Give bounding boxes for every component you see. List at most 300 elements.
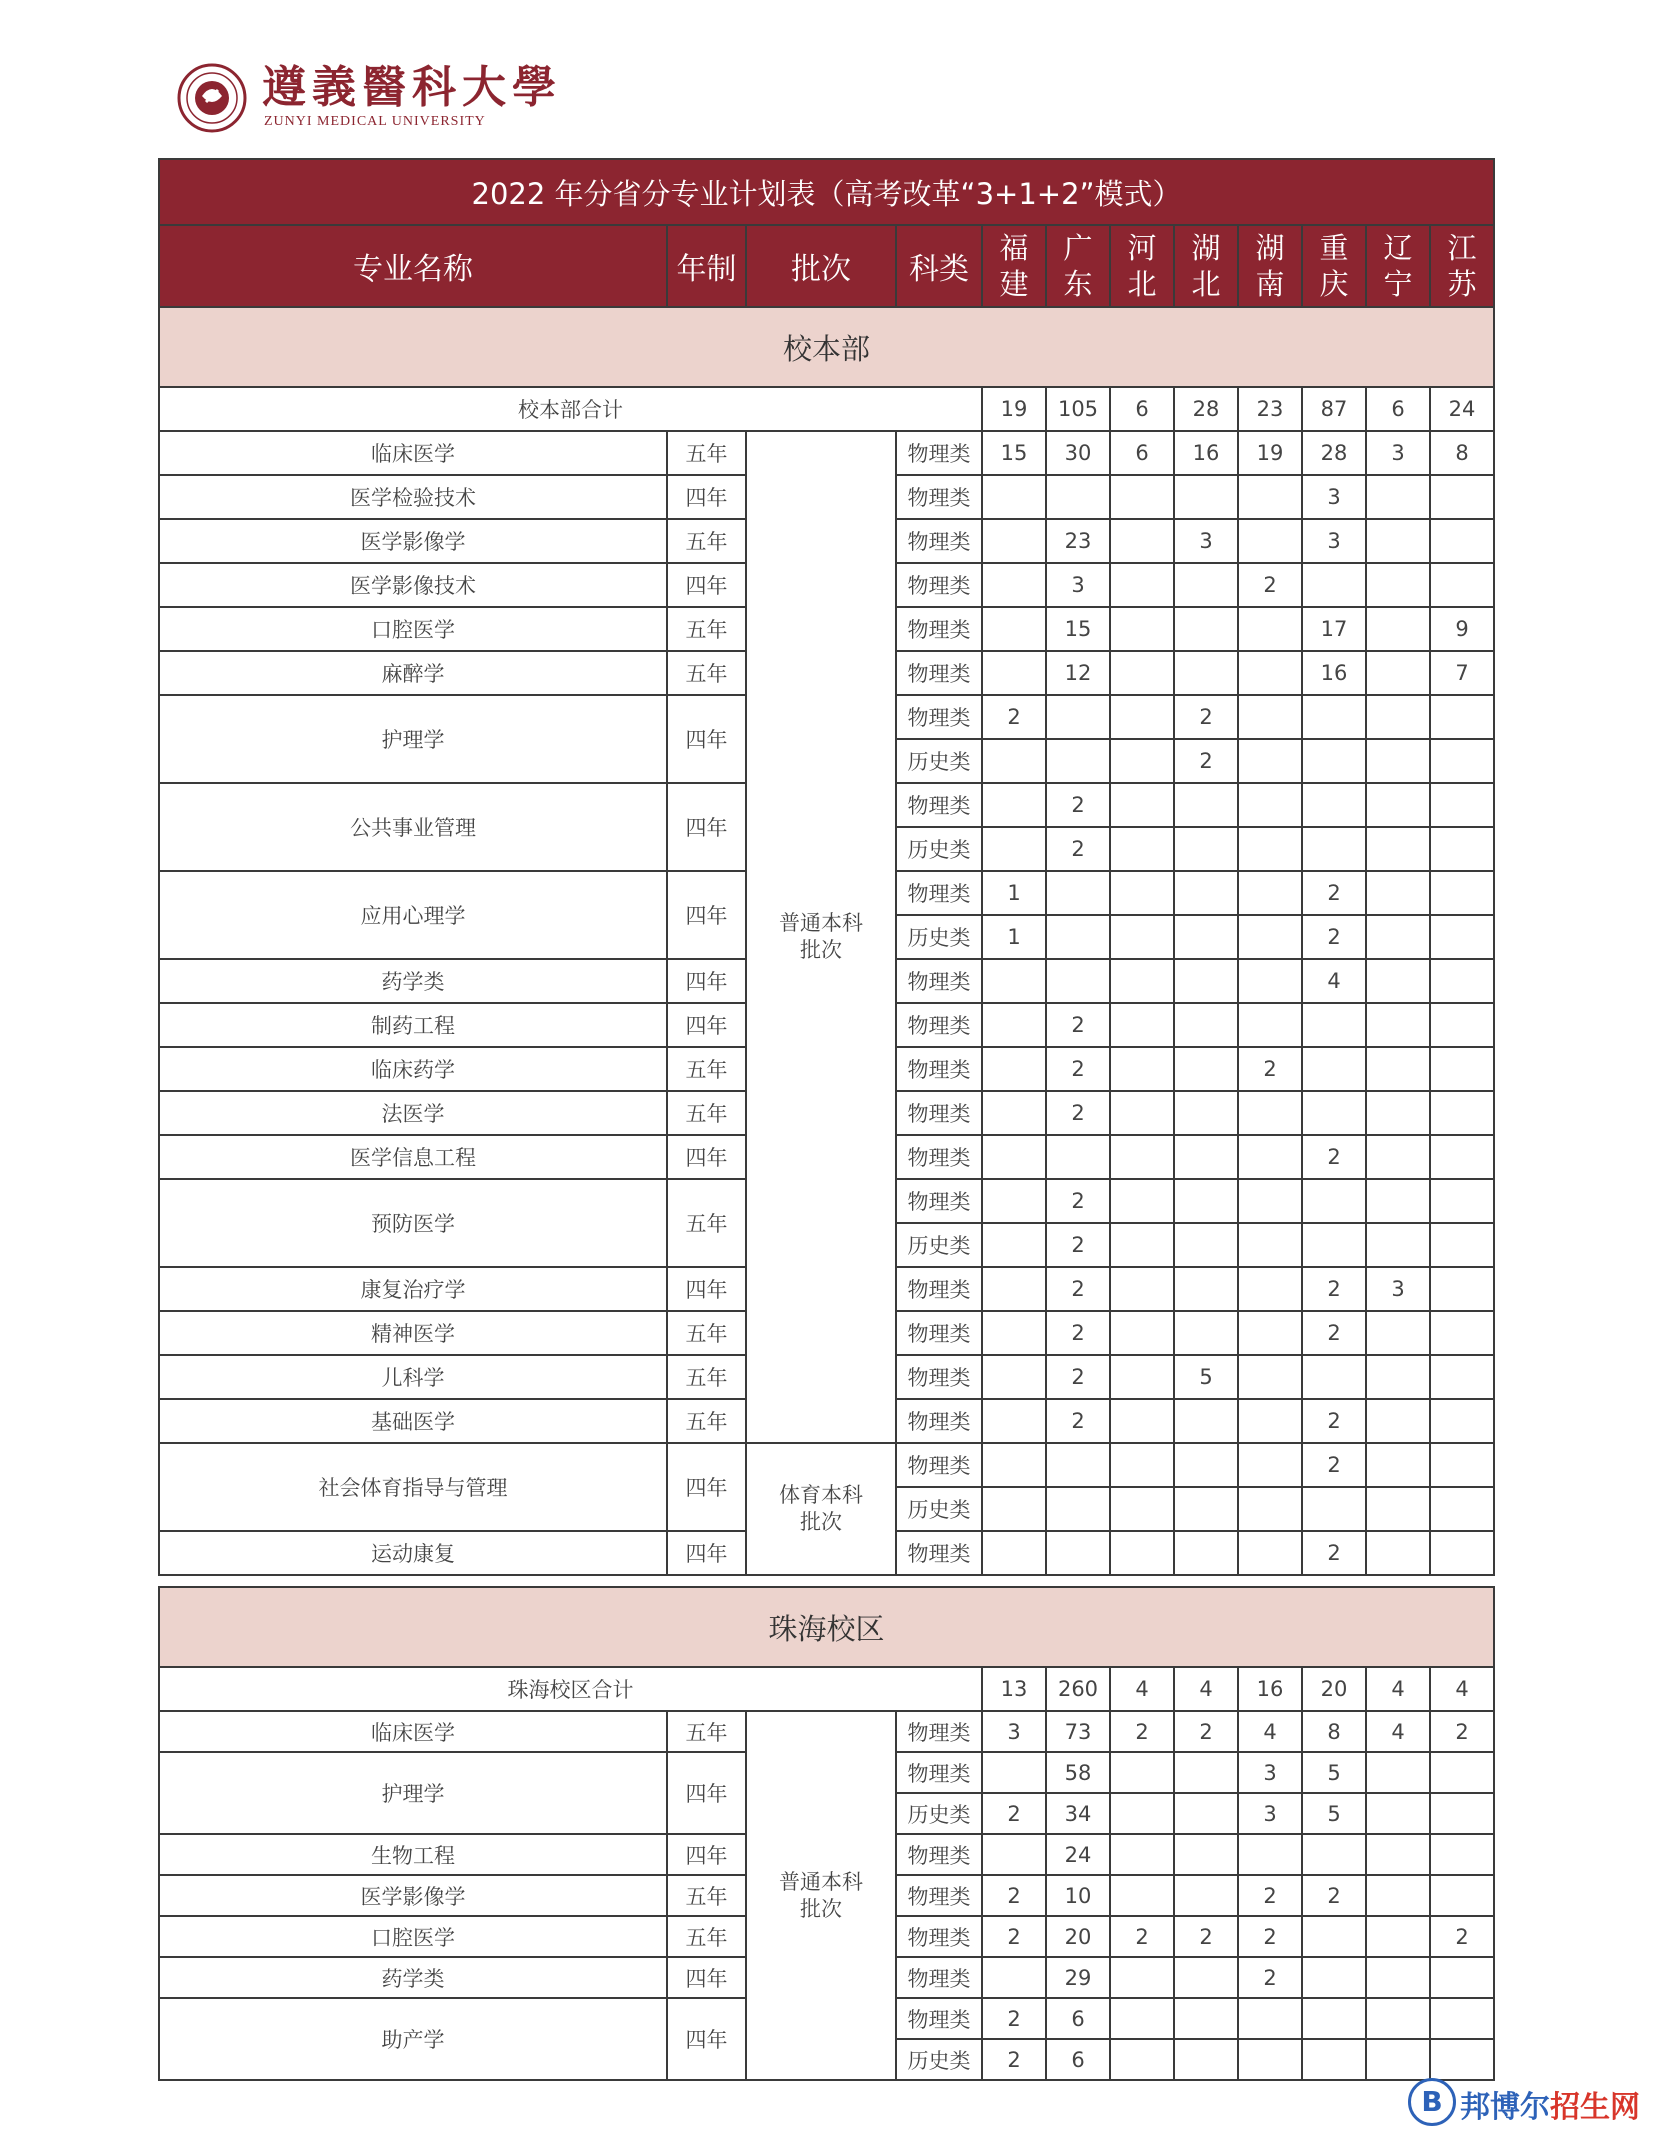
quota-cell: 2 — [1430, 1916, 1494, 1957]
major-cell: 生物工程 — [159, 1834, 667, 1875]
quota-cell — [1366, 1223, 1430, 1267]
subject-cell: 物理类 — [896, 1003, 982, 1047]
quota-cell — [1046, 1443, 1110, 1487]
quota-cell — [1366, 739, 1430, 783]
major-cell: 制药工程 — [159, 1003, 667, 1047]
quota-cell — [1238, 1487, 1302, 1531]
quota-cell — [1366, 1834, 1430, 1875]
quota-cell — [1238, 739, 1302, 783]
quota-cell — [1174, 1135, 1238, 1179]
quota-cell — [1110, 827, 1174, 871]
quota-cell — [1430, 1443, 1494, 1487]
quota-cell — [1110, 1752, 1174, 1793]
quota-cell — [1110, 519, 1174, 563]
quota-cell — [1366, 1793, 1430, 1834]
quota-cell: 2 — [1174, 1711, 1238, 1752]
subject-cell: 物理类 — [896, 1135, 982, 1179]
quota-cell — [1366, 915, 1430, 959]
major-cell: 临床医学 — [159, 1711, 667, 1752]
watermark-logo-icon: B — [1408, 2078, 1456, 2126]
quota-cell — [1366, 783, 1430, 827]
quota-cell — [1302, 1223, 1366, 1267]
quota-cell — [1174, 871, 1238, 915]
header-province: 辽 宁 — [1366, 225, 1430, 307]
major-cell: 医学影像技术 — [159, 563, 667, 607]
quota-cell: 4 — [1302, 959, 1366, 1003]
quota-cell: 3 — [1302, 519, 1366, 563]
quota-cell — [1430, 1091, 1494, 1135]
quota-cell — [1174, 1311, 1238, 1355]
quota-cell — [1302, 1047, 1366, 1091]
quota-cell: 58 — [1046, 1752, 1110, 1793]
header-province: 湖 南 — [1238, 225, 1302, 307]
quota-cell — [1110, 1399, 1174, 1443]
years-cell: 五年 — [667, 1311, 746, 1355]
quota-cell — [1430, 1311, 1494, 1355]
quota-cell: 2 — [1302, 1443, 1366, 1487]
major-cell: 麻醉学 — [159, 651, 667, 695]
quota-cell — [1366, 1916, 1430, 1957]
major-cell: 护理学 — [159, 695, 667, 783]
quota-cell — [1430, 827, 1494, 871]
quota-cell: 2 — [1046, 1003, 1110, 1047]
major-cell: 应用心理学 — [159, 871, 667, 959]
major-cell: 公共事业管理 — [159, 783, 667, 871]
quota-cell — [1238, 783, 1302, 827]
section-title: 珠海校区 — [159, 1587, 1494, 1667]
subject-cell: 物理类 — [896, 1834, 982, 1875]
quota-cell — [1110, 1091, 1174, 1135]
quota-cell: 3 — [1238, 1752, 1302, 1793]
quota-cell — [1430, 783, 1494, 827]
quota-cell: 2 — [1174, 695, 1238, 739]
quota-cell — [1430, 1135, 1494, 1179]
quota-cell — [1174, 1399, 1238, 1443]
gap-cell — [159, 1575, 1494, 1587]
quota-cell — [1174, 783, 1238, 827]
subject-cell: 物理类 — [896, 871, 982, 915]
batch-cell: 普通本科 批次 — [746, 1711, 896, 2080]
subject-cell: 物理类 — [896, 959, 982, 1003]
quota-cell — [1174, 1003, 1238, 1047]
table-row — [159, 1443, 1494, 1487]
quota-cell — [1238, 1091, 1302, 1135]
quota-cell: 2 — [1046, 1179, 1110, 1223]
quota-cell: 2 — [1302, 1311, 1366, 1355]
quota-cell — [1110, 695, 1174, 739]
quota-cell — [1110, 1531, 1174, 1575]
quota-cell: 12 — [1046, 651, 1110, 695]
quota-cell — [982, 1311, 1046, 1355]
quota-cell: 2 — [1110, 1916, 1174, 1957]
years-cell: 五年 — [667, 1875, 746, 1916]
years-cell: 四年 — [667, 1443, 746, 1531]
enrollment-plan-table — [158, 158, 1495, 2081]
quota-cell — [1110, 563, 1174, 607]
quota-cell — [982, 1179, 1046, 1223]
quota-cell — [1046, 739, 1110, 783]
major-cell: 助产学 — [159, 1998, 667, 2080]
quota-cell: 2 — [1238, 1957, 1302, 1998]
quota-cell — [1366, 1003, 1430, 1047]
total-cell: 23 — [1238, 387, 1302, 431]
quota-cell: 73 — [1046, 1711, 1110, 1752]
quota-cell — [1302, 1091, 1366, 1135]
header-province: 广 东 — [1046, 225, 1110, 307]
subject-cell: 物理类 — [896, 651, 982, 695]
quota-cell — [982, 1355, 1046, 1399]
subject-cell: 物理类 — [896, 1531, 982, 1575]
quota-cell — [1430, 1957, 1494, 1998]
quota-cell — [982, 1003, 1046, 1047]
quota-cell: 5 — [1302, 1752, 1366, 1793]
quota-cell — [982, 1531, 1046, 1575]
table-row — [159, 431, 1494, 475]
quota-cell — [1174, 563, 1238, 607]
major-cell: 运动康复 — [159, 1531, 667, 1575]
quota-cell: 24 — [1046, 1834, 1110, 1875]
quota-cell — [1174, 1179, 1238, 1223]
quota-cell — [1174, 1223, 1238, 1267]
quota-cell — [1174, 1091, 1238, 1135]
quota-cell — [1302, 783, 1366, 827]
quota-cell — [1110, 1793, 1174, 1834]
quota-cell — [1238, 1003, 1302, 1047]
quota-cell — [1302, 1957, 1366, 1998]
quota-cell — [1366, 1399, 1430, 1443]
quota-cell: 5 — [1174, 1355, 1238, 1399]
quota-cell — [1110, 1834, 1174, 1875]
subject-cell: 历史类 — [896, 739, 982, 783]
major-cell: 医学影像学 — [159, 1875, 667, 1916]
years-cell: 五年 — [667, 431, 746, 475]
header-row — [159, 225, 1494, 307]
quota-cell — [1174, 475, 1238, 519]
subject-cell: 物理类 — [896, 563, 982, 607]
quota-cell — [1430, 1399, 1494, 1443]
header-province: 河 北 — [1110, 225, 1174, 307]
quota-cell — [1174, 2039, 1238, 2080]
quota-cell — [1430, 1179, 1494, 1223]
header-major: 专业名称 — [159, 225, 667, 307]
total-cell: 4 — [1110, 1667, 1174, 1711]
quota-cell — [1366, 475, 1430, 519]
quota-cell — [1174, 1752, 1238, 1793]
total-cell: 19 — [982, 387, 1046, 431]
quota-cell — [982, 1957, 1046, 1998]
header-province: 福 建 — [982, 225, 1046, 307]
quota-cell — [1366, 959, 1430, 1003]
batch-cell: 普通本科 批次 — [746, 431, 896, 1443]
quota-cell: 2 — [1238, 1875, 1302, 1916]
quota-cell: 8 — [1430, 431, 1494, 475]
quota-cell — [1430, 1531, 1494, 1575]
quota-cell — [1366, 1443, 1430, 1487]
total-cell: 105 — [1046, 387, 1110, 431]
watermark-text-accent: 招生网 — [1550, 2090, 1640, 2125]
quota-cell: 4 — [1238, 1711, 1302, 1752]
total-cell: 6 — [1366, 387, 1430, 431]
subject-cell: 历史类 — [896, 2039, 982, 2080]
subject-cell: 物理类 — [896, 1091, 982, 1135]
quota-cell: 29 — [1046, 1957, 1110, 1998]
quota-cell — [1238, 871, 1302, 915]
quota-cell — [1366, 1998, 1430, 2039]
subject-cell: 物理类 — [896, 1047, 982, 1091]
subject-cell: 物理类 — [896, 1399, 982, 1443]
university-name-cn: 遵義醫科大學 — [262, 62, 562, 113]
years-cell: 四年 — [667, 959, 746, 1003]
quota-cell — [1430, 1834, 1494, 1875]
quota-cell — [1174, 1047, 1238, 1091]
quota-cell — [982, 1091, 1046, 1135]
quota-cell — [1174, 1998, 1238, 2039]
quota-cell: 23 — [1046, 519, 1110, 563]
quota-cell: 3 — [1174, 519, 1238, 563]
major-cell: 康复治疗学 — [159, 1267, 667, 1311]
quota-cell — [1174, 1443, 1238, 1487]
quota-cell: 2 — [1302, 871, 1366, 915]
total-label: 珠海校区合计 — [159, 1667, 982, 1711]
header-province: 湖 北 — [1174, 225, 1238, 307]
quota-cell — [1302, 1355, 1366, 1399]
quota-cell — [1238, 1355, 1302, 1399]
subject-cell: 物理类 — [896, 1355, 982, 1399]
quota-cell: 19 — [1238, 431, 1302, 475]
subject-cell: 物理类 — [896, 1752, 982, 1793]
quota-cell — [1110, 1135, 1174, 1179]
quota-cell: 6 — [1110, 431, 1174, 475]
total-cell: 16 — [1238, 1667, 1302, 1711]
header-batch: 批次 — [746, 225, 896, 307]
years-cell: 五年 — [667, 651, 746, 695]
total-cell: 87 — [1302, 387, 1366, 431]
quota-cell — [1238, 1531, 1302, 1575]
major-cell: 口腔医学 — [159, 607, 667, 651]
subject-cell: 物理类 — [896, 1311, 982, 1355]
quota-cell — [1366, 1091, 1430, 1135]
major-cell: 临床药学 — [159, 1047, 667, 1091]
subject-cell: 历史类 — [896, 915, 982, 959]
major-cell: 社会体育指导与管理 — [159, 1443, 667, 1531]
quota-cell — [982, 959, 1046, 1003]
quota-cell: 34 — [1046, 1793, 1110, 1834]
quota-cell: 10 — [1046, 1875, 1110, 1916]
quota-cell — [1430, 1267, 1494, 1311]
quota-cell — [982, 1135, 1046, 1179]
header-province: 江 苏 — [1430, 225, 1494, 307]
quota-cell — [982, 1487, 1046, 1531]
quota-cell — [1110, 1311, 1174, 1355]
quota-cell: 3 — [1046, 563, 1110, 607]
quota-cell: 5 — [1302, 1793, 1366, 1834]
subject-cell: 物理类 — [896, 1443, 982, 1487]
quota-cell — [1366, 1179, 1430, 1223]
quota-cell — [1110, 475, 1174, 519]
subject-cell: 物理类 — [896, 1711, 982, 1752]
quota-cell: 3 — [1302, 475, 1366, 519]
quota-cell: 2 — [1302, 1875, 1366, 1916]
quota-cell: 16 — [1174, 431, 1238, 475]
years-cell: 五年 — [667, 607, 746, 651]
total-cell: 24 — [1430, 387, 1494, 431]
quota-cell — [1238, 915, 1302, 959]
quota-cell: 16 — [1302, 651, 1366, 695]
quota-cell — [1430, 1047, 1494, 1091]
subject-cell: 历史类 — [896, 1223, 982, 1267]
years-cell: 五年 — [667, 1399, 746, 1443]
total-cell: 28 — [1174, 387, 1238, 431]
years-cell: 四年 — [667, 1003, 746, 1047]
quota-cell: 28 — [1302, 431, 1366, 475]
quota-cell — [1302, 2039, 1366, 2080]
quota-cell — [1430, 1998, 1494, 2039]
quota-cell — [1174, 915, 1238, 959]
quota-cell — [1110, 1179, 1174, 1223]
quota-cell — [982, 607, 1046, 651]
quota-cell: 20 — [1046, 1916, 1110, 1957]
quota-cell — [1302, 739, 1366, 783]
quota-cell: 2 — [1302, 1531, 1366, 1575]
years-cell: 四年 — [667, 1752, 746, 1834]
quota-cell: 3 — [982, 1711, 1046, 1752]
quota-cell — [1174, 959, 1238, 1003]
quota-cell: 1 — [982, 915, 1046, 959]
quota-cell — [1238, 607, 1302, 651]
quota-cell: 2 — [1046, 1355, 1110, 1399]
quota-cell — [982, 783, 1046, 827]
watermark-text-main: 邦博尔 — [1460, 2090, 1550, 2125]
quota-cell — [1366, 1957, 1430, 1998]
major-cell: 儿科学 — [159, 1355, 667, 1399]
quota-cell — [1366, 871, 1430, 915]
major-cell: 药学类 — [159, 959, 667, 1003]
quota-cell — [1174, 1957, 1238, 1998]
quota-cell — [1302, 1834, 1366, 1875]
quota-cell — [1366, 827, 1430, 871]
years-cell: 四年 — [667, 1834, 746, 1875]
years-cell: 四年 — [667, 1957, 746, 1998]
quota-cell: 2 — [1046, 1047, 1110, 1091]
quota-cell — [1366, 1752, 1430, 1793]
quota-cell — [1238, 1998, 1302, 2039]
quota-cell — [1046, 1135, 1110, 1179]
quota-cell — [982, 475, 1046, 519]
total-row — [159, 1667, 1494, 1711]
subject-cell: 物理类 — [896, 1179, 982, 1223]
quota-cell — [1430, 915, 1494, 959]
quota-cell: 17 — [1302, 607, 1366, 651]
subject-cell: 物理类 — [896, 607, 982, 651]
quota-cell — [1110, 1355, 1174, 1399]
quota-cell — [1174, 1267, 1238, 1311]
quota-cell: 2 — [1046, 1311, 1110, 1355]
quota-cell — [982, 1267, 1046, 1311]
major-cell: 医学影像学 — [159, 519, 667, 563]
years-cell: 四年 — [667, 871, 746, 959]
header-province: 重 庆 — [1302, 225, 1366, 307]
quota-cell — [1046, 915, 1110, 959]
quota-cell — [1110, 1998, 1174, 2039]
quota-cell — [1238, 1311, 1302, 1355]
quota-cell — [1238, 2039, 1302, 2080]
quota-cell — [1430, 2039, 1494, 2080]
quota-cell: 2 — [1046, 1399, 1110, 1443]
quota-cell — [1366, 2039, 1430, 2080]
quota-cell — [1174, 1487, 1238, 1531]
years-cell: 四年 — [667, 1531, 746, 1575]
quota-cell — [1430, 1223, 1494, 1267]
quota-cell — [982, 1047, 1046, 1091]
quota-cell — [1110, 607, 1174, 651]
quota-cell: 2 — [1046, 1267, 1110, 1311]
quota-cell — [1302, 1998, 1366, 2039]
quota-cell — [1238, 1223, 1302, 1267]
quota-cell: 2 — [1046, 827, 1110, 871]
quota-cell — [1238, 475, 1302, 519]
total-cell: 13 — [982, 1667, 1046, 1711]
total-cell: 20 — [1302, 1667, 1366, 1711]
total-cell: 4 — [1430, 1667, 1494, 1711]
quota-cell — [1174, 1875, 1238, 1916]
quota-cell: 2 — [1110, 1711, 1174, 1752]
quota-cell — [1046, 871, 1110, 915]
quota-cell: 2 — [982, 2039, 1046, 2080]
quota-cell — [1366, 1487, 1430, 1531]
quota-cell — [1366, 1355, 1430, 1399]
quota-cell: 1 — [982, 871, 1046, 915]
quota-cell — [1110, 959, 1174, 1003]
quota-cell — [1238, 1399, 1302, 1443]
quota-cell — [1110, 783, 1174, 827]
quota-cell — [1366, 607, 1430, 651]
quota-cell — [1366, 695, 1430, 739]
quota-cell — [1238, 519, 1302, 563]
university-logo — [176, 62, 562, 134]
table-row — [159, 1711, 1494, 1752]
total-cell: 4 — [1174, 1667, 1238, 1711]
quota-cell: 2 — [1302, 1399, 1366, 1443]
subject-cell: 物理类 — [896, 1875, 982, 1916]
subject-cell: 物理类 — [896, 431, 982, 475]
quota-cell — [1174, 607, 1238, 651]
quota-cell — [1366, 1135, 1430, 1179]
subject-cell: 历史类 — [896, 1487, 982, 1531]
subject-cell: 物理类 — [896, 695, 982, 739]
subject-cell: 物理类 — [896, 1998, 982, 2039]
major-cell: 医学检验技术 — [159, 475, 667, 519]
quota-cell — [1430, 1793, 1494, 1834]
quota-cell — [1110, 1223, 1174, 1267]
quota-cell: 2 — [1174, 1916, 1238, 1957]
quota-cell — [1430, 1752, 1494, 1793]
quota-cell — [1238, 1267, 1302, 1311]
quota-cell — [1238, 959, 1302, 1003]
quota-cell — [1110, 1875, 1174, 1916]
quota-cell — [1110, 1267, 1174, 1311]
quota-cell — [1110, 915, 1174, 959]
quota-cell — [1046, 959, 1110, 1003]
quota-cell — [1238, 1179, 1302, 1223]
quota-cell — [1110, 1047, 1174, 1091]
quota-cell — [1430, 871, 1494, 915]
quota-cell: 3 — [1366, 1267, 1430, 1311]
major-cell: 临床医学 — [159, 431, 667, 475]
years-cell: 五年 — [667, 1355, 746, 1399]
university-name-en: ZUNYI MEDICAL UNIVERSITY — [264, 114, 486, 129]
quota-cell — [1238, 1443, 1302, 1487]
quota-cell — [1238, 1135, 1302, 1179]
